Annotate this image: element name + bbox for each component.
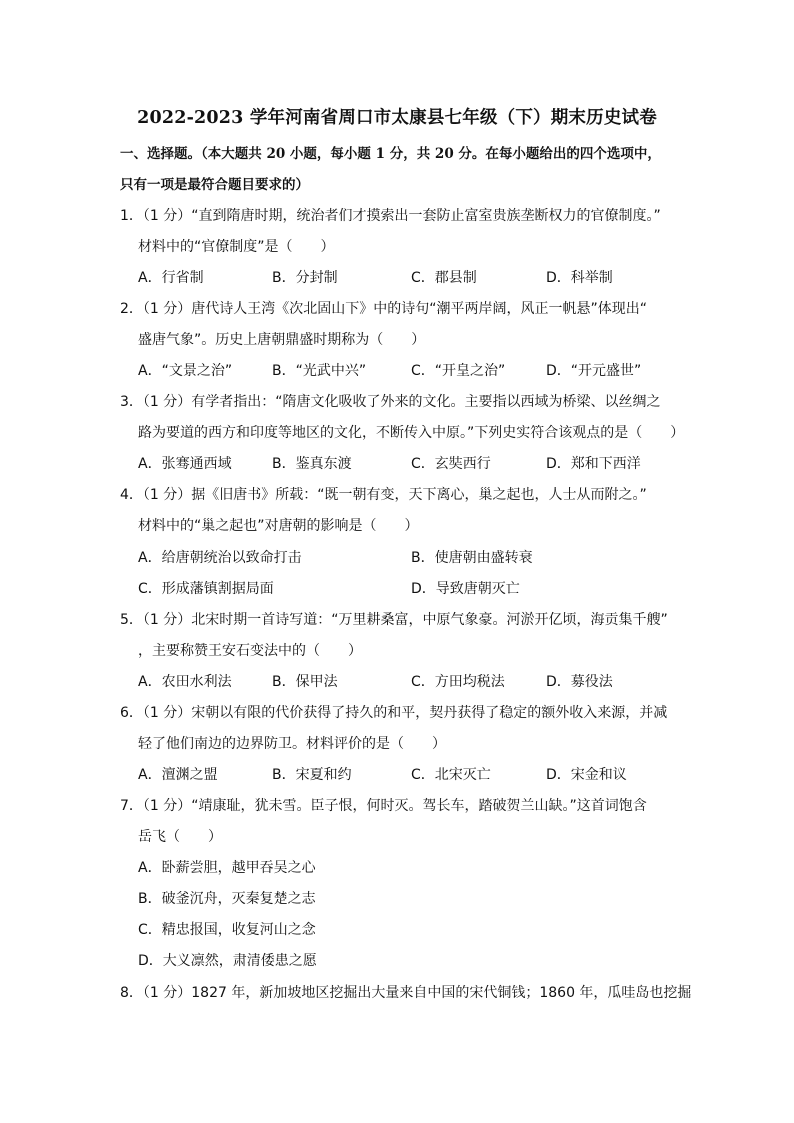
question-4-option-a[interactable]: A．给唐朝统治以致命打击 [138,550,302,566]
question-3-option-d[interactable]: D．郑和下西洋 [546,456,641,472]
question-4-option-d[interactable]: D．导致唐朝灭亡 [411,581,520,597]
section-instructions-line2: 只有一项是最符合题目要求的） [120,177,309,193]
question-3-stem-line2: 路为要道的西方和印度等地区的文化，不断传入中原。”下列史实符合该观点的是（ ） [138,425,685,441]
question-6-stem-line1: 6．（1 分）宋朝以有限的代价获得了持久的和平，契丹获得了稳定的额外收入来源，并减 [120,705,668,721]
question-2-option-b[interactable]: B．“光武中兴” [272,363,367,379]
question-1-option-d[interactable]: D．科举制 [546,270,613,286]
question-3-stem-line1: 3．（1 分）有学者指出：“隋唐文化吸收了外来的文化。主要指以西域为桥梁、以丝绸之 [120,394,661,410]
question-1-option-c[interactable]: C．郡县制 [411,270,477,286]
question-5-option-c[interactable]: C．方田均税法 [411,674,505,690]
question-7-stem-line1: 7．（1 分）“靖康耻，犹未雪。臣子恨，何时灭。驾长车，踏破贺兰山缺。”这首词饱含 [120,798,647,814]
question-3-option-c[interactable]: C．玄奘西行 [411,456,491,472]
question-1-stem-line2: 材料中的“官僚制度”是（ ） [138,239,335,255]
question-2-stem-line2: 盛唐气象”。历史上唐朝鼎盛时期称为（ ） [138,332,426,348]
question-7-option-c[interactable]: C．精忠报国，收复河山之念 [138,922,316,938]
question-7-option-d[interactable]: D．大义凛然，肃清倭患之愿 [138,953,317,969]
question-2-option-a[interactable]: A．“文景之治” [138,363,233,379]
section-instructions-line1: 一、选择题。（本大题共 20 小题，每小题 1 分，共 20 分。在每小题给出的四个选项中， [120,146,661,162]
question-4-stem-line1: 4．（1 分）据《旧唐书》所载：“既一朝有变，天下离心，巢之起也，人士从而附之。” [120,487,647,503]
question-7-option-b[interactable]: B．破釜沉舟，灭秦复楚之志 [138,891,316,907]
question-3-option-b[interactable]: B．鉴真东渡 [272,456,352,472]
question-5-option-a[interactable]: A．农田水利法 [138,674,232,690]
question-5-option-d[interactable]: D．募役法 [546,674,613,690]
question-3-option-a[interactable]: A．张骞通西域 [138,456,232,472]
question-5-option-b[interactable]: B．保甲法 [272,674,338,690]
question-4-option-c[interactable]: C．形成藩镇割据局面 [138,581,274,597]
question-1-stem-line1: 1．（1 分）“直到隋唐时期，统治者们才摸索出一套防止富室贵族垄断权力的官僚制度。” [120,208,661,224]
question-8-stem-line1: 8．（1 分）1827 年，新加坡地区挖掘出大量来自中国的宋代铜钱；1860 年，瓜哇岛也挖掘 [120,985,692,1001]
question-2-stem-line1: 2．（1 分）唐代诗人王湾《次北固山下》中的诗句“潮平两岸阔，风正一帆悬”体现出“ [120,301,648,317]
question-2-option-c[interactable]: C．“开皇之治” [411,363,506,379]
question-4-option-b[interactable]: B．使唐朝由盛转衰 [411,550,533,566]
question-2-option-d[interactable]: D．“开元盛世” [546,363,642,379]
question-7-stem-line2: 岳飞（ ） [138,829,222,845]
question-6-option-b[interactable]: B．宋夏和约 [272,767,352,783]
question-1-option-b[interactable]: B．分封制 [272,270,338,286]
question-4-stem-line2: 材料中的“巢之起也”对唐朝的影响是（ ） [138,518,419,534]
question-5-stem-line1: 5．（1 分）北宋时期一首诗写道：“万里耕桑富，中原气象豪。河淤开亿顷，海贡集千艘” [120,612,668,628]
question-5-stem-line2: ，主要称赞王安石变法中的（ ） [138,643,362,659]
page-title: 2022-2023 学年河南省周口市太康县七年级（下）期末历史试卷 [137,108,657,128]
question-6-option-a[interactable]: A．澶渊之盟 [138,767,218,783]
question-6-option-c[interactable]: C．北宋灭亡 [411,767,491,783]
question-6-stem-line2: 轻了他们南边的边界防卫。材料评价的是（ ） [138,736,446,752]
question-7-option-a[interactable]: A．卧薪尝胆，越甲吞吴之心 [138,860,316,876]
question-6-option-d[interactable]: D．宋金和议 [546,767,627,783]
question-1-option-a[interactable]: A．行省制 [138,270,204,286]
